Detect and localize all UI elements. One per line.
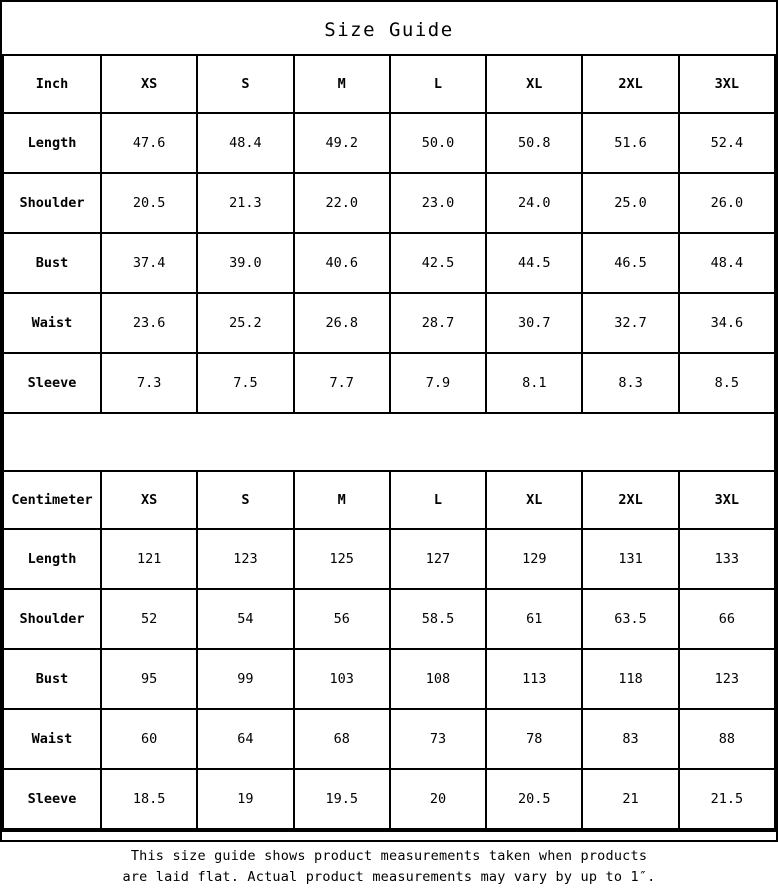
cell-shoulder-3xl: 66 (679, 589, 775, 649)
column-header-l: L (390, 471, 486, 529)
column-header-m: M (294, 471, 390, 529)
column-header-3xl: 3XL (679, 471, 775, 529)
cell-bust-l: 108 (390, 649, 486, 709)
row-label-bust: Bust (3, 233, 101, 293)
column-header-s: S (197, 471, 293, 529)
cell-shoulder-xl: 24.0 (486, 173, 582, 233)
cell-length-s: 48.4 (197, 113, 293, 173)
table-row (3, 293, 775, 353)
cell-sleeve-xs: 18.5 (101, 769, 197, 829)
column-header-xl: XL (486, 471, 582, 529)
cell-sleeve-2xl: 21 (582, 769, 678, 829)
row-label-length: Length (3, 113, 101, 173)
row-label-length: Length (3, 529, 101, 589)
cell-shoulder-m: 22.0 (294, 173, 390, 233)
cell-shoulder-xs: 20.5 (101, 173, 197, 233)
cell-sleeve-xl: 20.5 (486, 769, 582, 829)
column-header-m: M (294, 55, 390, 113)
table-row (3, 649, 775, 709)
cell-bust-xs: 95 (101, 649, 197, 709)
table-header-row (3, 55, 775, 113)
cell-length-l: 127 (390, 529, 486, 589)
row-label-waist: Waist (3, 709, 101, 769)
cell-waist-xs: 60 (101, 709, 197, 769)
cell-sleeve-m: 7.7 (294, 353, 390, 413)
column-header-s: S (197, 55, 293, 113)
cell-shoulder-xl: 61 (486, 589, 582, 649)
cell-bust-2xl: 46.5 (582, 233, 678, 293)
table-header-row (3, 471, 775, 529)
cell-shoulder-xs: 52 (101, 589, 197, 649)
cell-waist-3xl: 88 (679, 709, 775, 769)
cell-waist-m: 68 (294, 709, 390, 769)
cell-sleeve-xs: 7.3 (101, 353, 197, 413)
cell-sleeve-l: 20 (390, 769, 486, 829)
cell-length-xl: 50.8 (486, 113, 582, 173)
cell-length-2xl: 131 (582, 529, 678, 589)
cell-waist-l: 28.7 (390, 293, 486, 353)
cell-bust-3xl: 48.4 (679, 233, 775, 293)
cell-waist-xl: 78 (486, 709, 582, 769)
footer-line-2: are laid flat. Actual product measurements may vary by up to 1″. (122, 868, 656, 885)
row-label-shoulder: Shoulder (3, 173, 101, 233)
cell-sleeve-3xl: 8.5 (679, 353, 775, 413)
cell-sleeve-s: 19 (197, 769, 293, 829)
footer-note (2, 830, 776, 888)
row-label-sleeve: Sleeve (3, 769, 101, 829)
cell-waist-s: 25.2 (197, 293, 293, 353)
cell-shoulder-2xl: 63.5 (582, 589, 678, 649)
cell-sleeve-3xl: 21.5 (679, 769, 775, 829)
cell-bust-3xl: 123 (679, 649, 775, 709)
table-row (3, 589, 775, 649)
cell-sleeve-m: 19.5 (294, 769, 390, 829)
table-row (3, 709, 775, 769)
unit-label-centimeter: Centimeter (3, 471, 101, 529)
cell-waist-3xl: 34.6 (679, 293, 775, 353)
cell-shoulder-l: 58.5 (390, 589, 486, 649)
table-separator (2, 414, 776, 470)
cell-length-xl: 129 (486, 529, 582, 589)
unit-label-inch: Inch (3, 55, 101, 113)
cell-waist-s: 64 (197, 709, 293, 769)
page-title: Size Guide (324, 19, 454, 41)
cell-length-m: 125 (294, 529, 390, 589)
column-header-xs: XS (101, 55, 197, 113)
cell-sleeve-xl: 8.1 (486, 353, 582, 413)
cell-bust-xl: 113 (486, 649, 582, 709)
cell-length-m: 49.2 (294, 113, 390, 173)
cell-sleeve-l: 7.9 (390, 353, 486, 413)
row-label-sleeve: Sleeve (3, 353, 101, 413)
column-header-3xl: 3XL (679, 55, 775, 113)
cell-length-3xl: 133 (679, 529, 775, 589)
table-row (3, 529, 775, 589)
cell-bust-s: 39.0 (197, 233, 293, 293)
inch-table-wrapper (2, 54, 776, 414)
table-row (3, 233, 775, 293)
centimeter-size-table (2, 470, 776, 830)
cell-bust-2xl: 118 (582, 649, 678, 709)
cell-sleeve-2xl: 8.3 (582, 353, 678, 413)
cell-bust-m: 103 (294, 649, 390, 709)
centimeter-table-wrapper (2, 470, 776, 830)
cell-waist-xl: 30.7 (486, 293, 582, 353)
cell-shoulder-s: 54 (197, 589, 293, 649)
cell-length-s: 123 (197, 529, 293, 589)
cell-length-xs: 121 (101, 529, 197, 589)
row-label-shoulder: Shoulder (3, 589, 101, 649)
cell-shoulder-s: 21.3 (197, 173, 293, 233)
table-row (3, 113, 775, 173)
row-label-bust: Bust (3, 649, 101, 709)
cell-length-3xl: 52.4 (679, 113, 775, 173)
column-header-l: L (390, 55, 486, 113)
table-row (3, 769, 775, 829)
cell-sleeve-s: 7.5 (197, 353, 293, 413)
footer-line-1: This size guide shows product measurements taken when products (130, 848, 648, 864)
inch-size-table (2, 54, 776, 414)
cell-waist-2xl: 83 (582, 709, 678, 769)
cell-shoulder-2xl: 25.0 (582, 173, 678, 233)
cell-shoulder-m: 56 (294, 589, 390, 649)
cell-length-2xl: 51.6 (582, 113, 678, 173)
column-header-2xl: 2XL (582, 471, 678, 529)
cell-bust-xs: 37.4 (101, 233, 197, 293)
cell-bust-l: 42.5 (390, 233, 486, 293)
column-header-xl: XL (486, 55, 582, 113)
cell-bust-m: 40.6 (294, 233, 390, 293)
column-header-xs: XS (101, 471, 197, 529)
cell-waist-xs: 23.6 (101, 293, 197, 353)
cell-shoulder-l: 23.0 (390, 173, 486, 233)
cell-length-l: 50.0 (390, 113, 486, 173)
cell-shoulder-3xl: 26.0 (679, 173, 775, 233)
cell-waist-l: 73 (390, 709, 486, 769)
cell-waist-m: 26.8 (294, 293, 390, 353)
cell-waist-2xl: 32.7 (582, 293, 678, 353)
column-header-2xl: 2XL (582, 55, 678, 113)
table-row (3, 173, 775, 233)
row-label-waist: Waist (3, 293, 101, 353)
cell-bust-s: 99 (197, 649, 293, 709)
cell-bust-xl: 44.5 (486, 233, 582, 293)
cell-length-xs: 47.6 (101, 113, 197, 173)
table-row (3, 353, 775, 413)
